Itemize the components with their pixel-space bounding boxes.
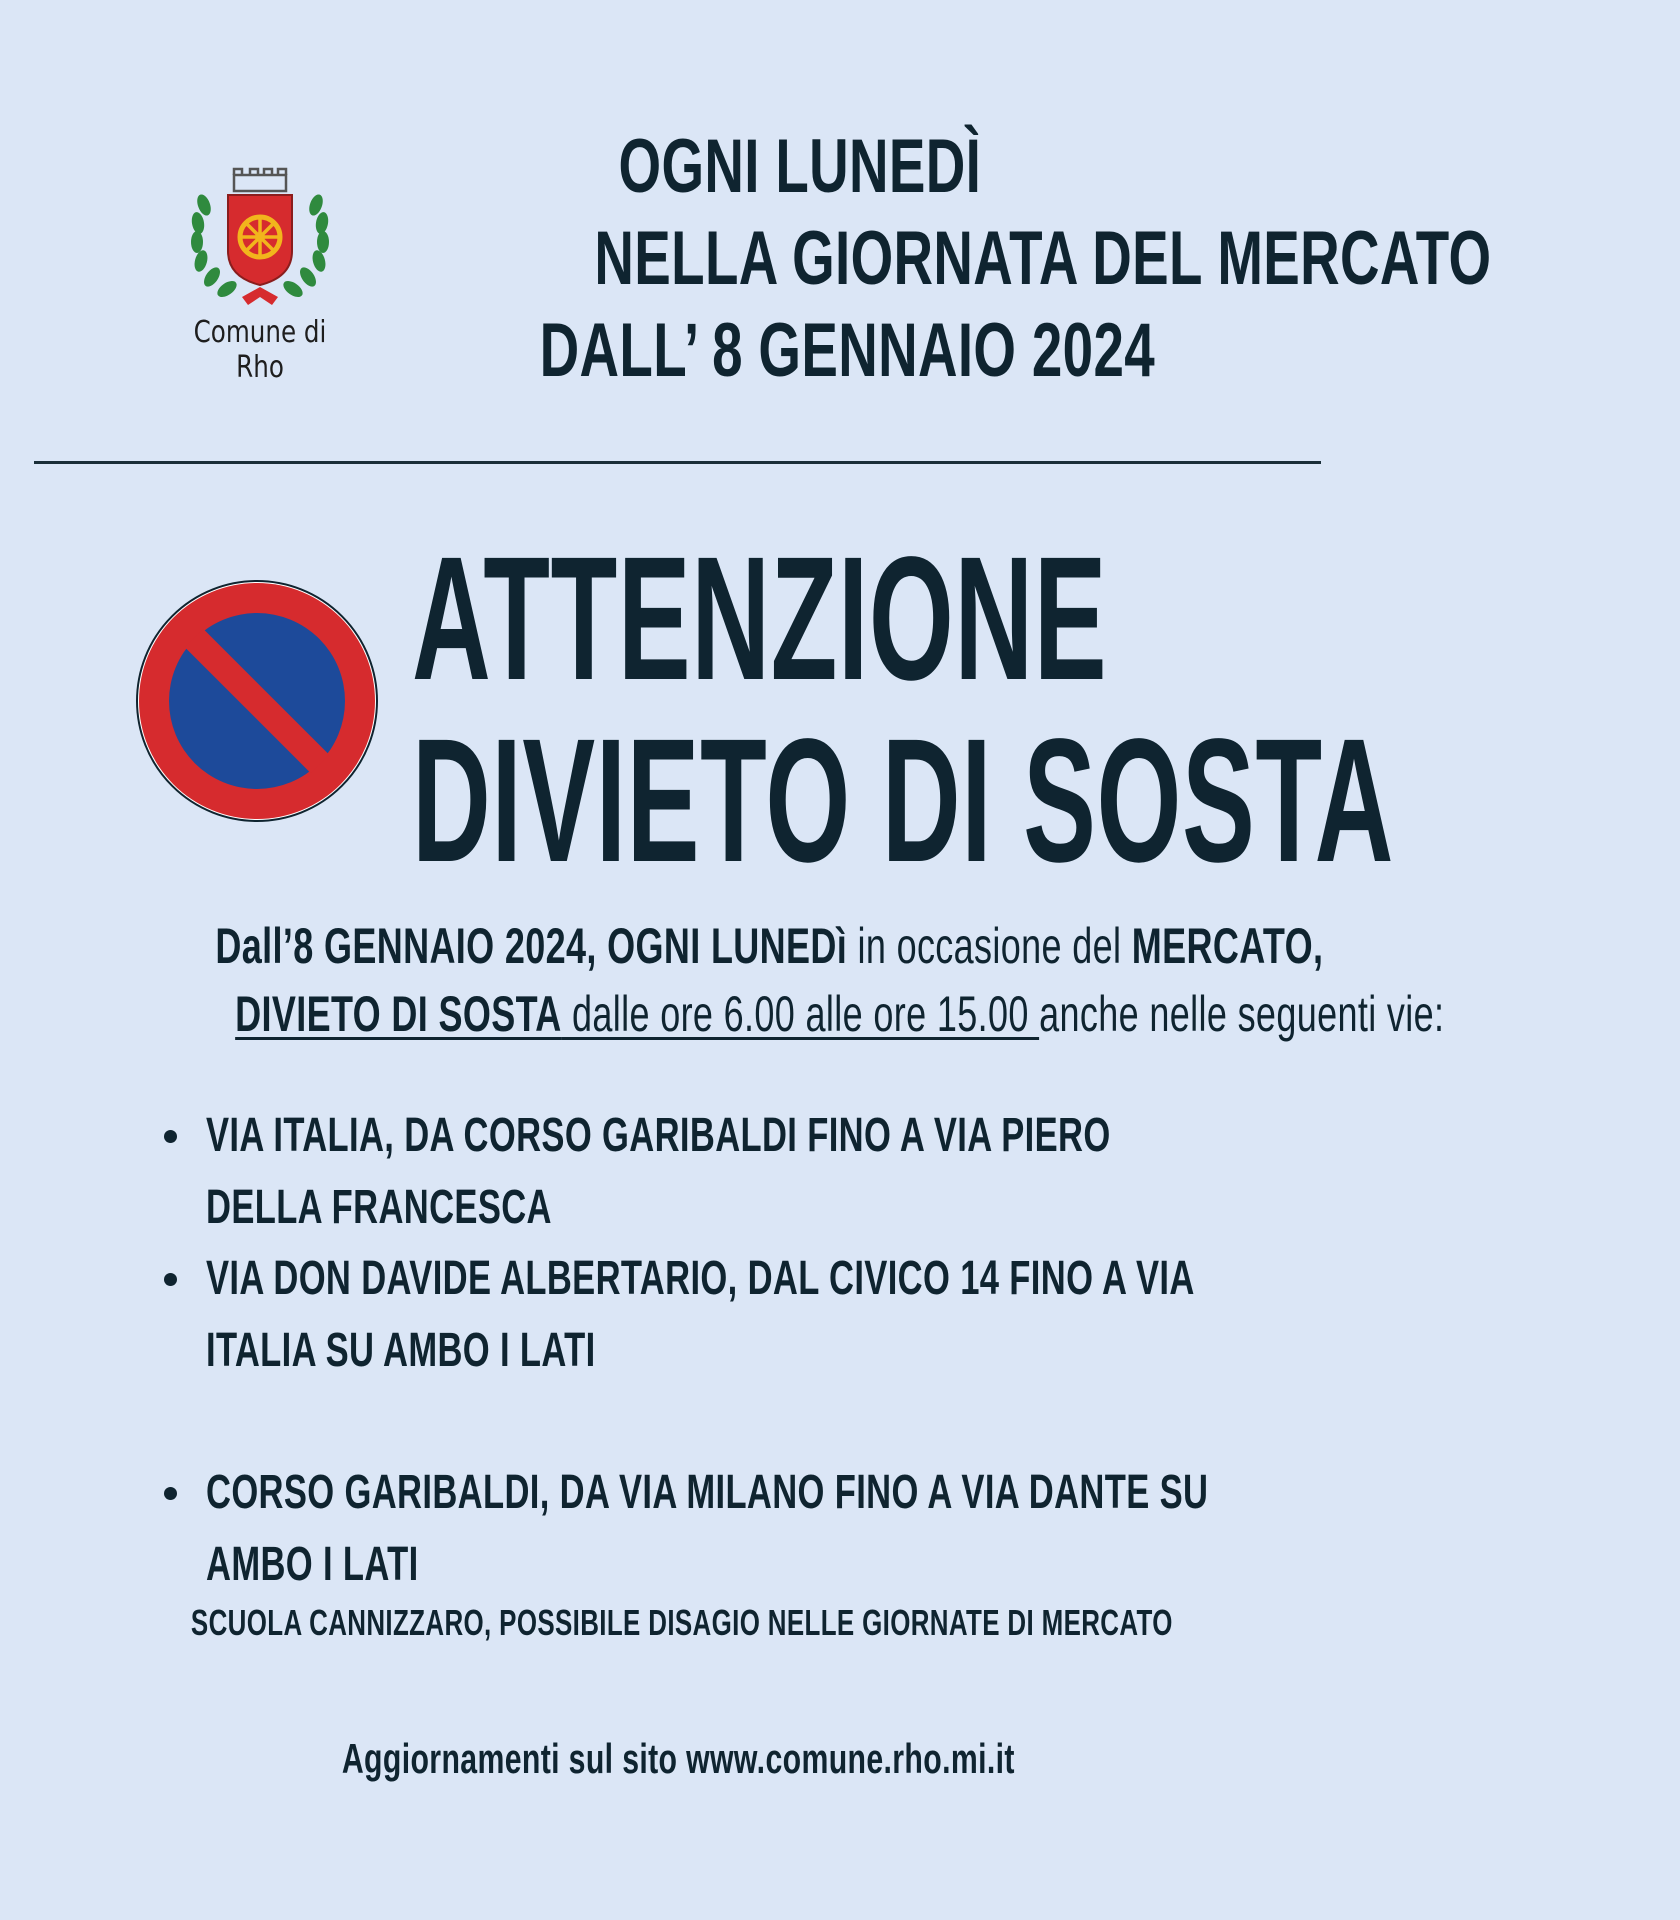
intro-date-days: Dall’8 GENNAIO 2024, OGNI LUNEDì [215, 918, 848, 974]
bullet-icon [164, 1487, 177, 1500]
divider [34, 461, 1321, 464]
street-text: VIA DON DAVIDE ALBERTARIO, DAL CIVICO 14 FINO A VIA ITALIA SU AMBO I LATI [206, 1252, 1194, 1377]
street-text: VIA ITALIA, DA CORSO GARIBALDI FINO A VIA PIERO DELLA FRANCESCA [206, 1109, 1111, 1234]
intro-no-parking: DIVIETO DI SOSTA [235, 986, 562, 1042]
no-parking-sign-icon [134, 578, 380, 824]
bullet-icon [164, 1130, 177, 1143]
footer-updates: Aggiornamenti sul sito www.comune.rho.mi.it [342, 1735, 1015, 1782]
headline [412, 521, 1395, 899]
headline-attention: ATTENZIONE [412, 521, 1108, 717]
header-line-3: DALL’ 8 GENNAIO 2024 [539, 308, 1156, 393]
intro-occasion: in occasione del [847, 918, 1132, 974]
header [420, 120, 1492, 396]
header-line-2: NELLA GIORNATA DEL MERCATO [594, 216, 1492, 301]
street-text: CORSO GARIBALDI, DA VIA MILANO FINO A VIA DANTE SU AMBO I LATI [206, 1466, 1209, 1591]
list-item [160, 1100, 1606, 1244]
bullet-icon [164, 1273, 177, 1286]
intro-hours: dalle ore 6.00 alle ore 15.00 [561, 986, 1040, 1042]
headline-no-parking: DIVIETO DI SOSTA [412, 703, 1395, 899]
logo-caption: Comune di Rho [193, 315, 327, 385]
list-item [160, 1243, 1606, 1387]
intro-text [0, 912, 1445, 1048]
coat-of-arms-icon [180, 165, 340, 315]
header-line-1: OGNI LUNEDÌ [618, 124, 982, 209]
intro-streets-lead: anche nelle seguenti vie: [1039, 986, 1445, 1042]
list-item [160, 1457, 1606, 1601]
school-note: SCUOLA CANNIZZARO, POSSIBILE DISAGIO NELLE GIORNATE DI MERCATO [190, 1602, 1173, 1643]
comune-logo [160, 165, 360, 385]
intro-market: MERCATO, [1131, 918, 1324, 974]
